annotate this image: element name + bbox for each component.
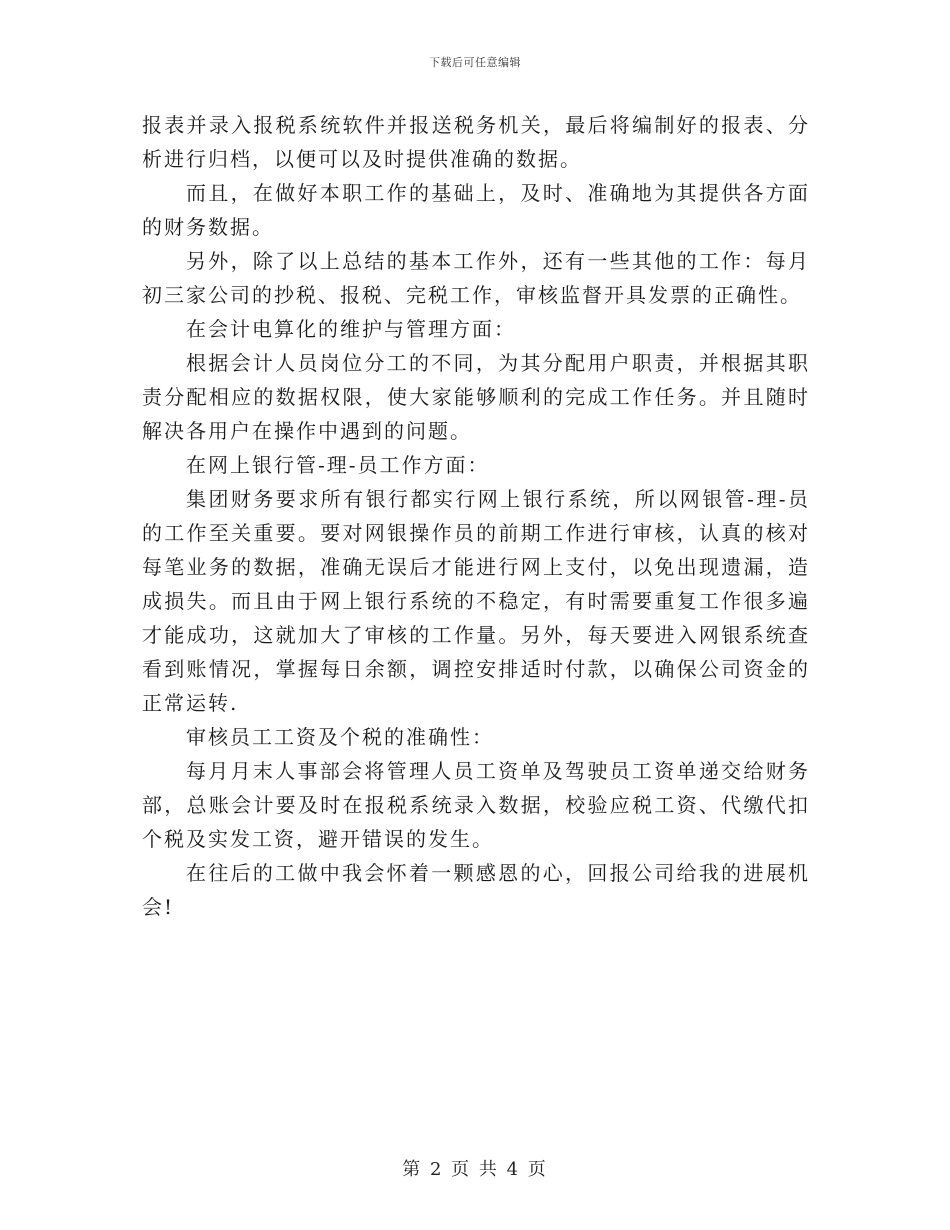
paragraph: 而且，在做好本职工作的基础上，及时、准确地为其提供各方面的财务数据。 <box>142 181 810 239</box>
paragraph: 根据会计人员岗位分工的不同，为其分配用户职责，并根据其职责分配相应的数据权限，使大家能够顺利的完成工作任务。并且随时解决各用户在操作中遇到的问题。 <box>142 351 810 443</box>
paragraph-continuation: 报表并录入报税系统软件并报送税务机关，最后将编制好的报表、分析进行归档，以便可以及时提供准确的数据。 <box>142 113 810 171</box>
section-heading: 在网上银行管-理-员工作方面： <box>186 453 490 477</box>
page-number-footer: 第 2 页 共 4 页 <box>402 1159 548 1180</box>
paragraph: 每月月末人事部会将管理人员工资单及驾驶员工资单递交给财务部，总账会计要及时在报税系统录入数据，校验应税工资、代缴代扣个税及实发工资，避开错误的发生。 <box>142 759 810 851</box>
document-body <box>142 108 810 924</box>
paragraph: 集团财务要求所有银行都实行网上银行系统，所以网银管-理-员的工作至关重要。要对网银操作员的前期工作进行审核，认真的核对每笔业务的数据，准确无误后才能进行网上支付，以免出现遗漏，造成损失。而且由于网上银行系统的不稳定，有时需要重复工作很多遍才能成功，这就加大了审核的工作量。另外，每天要进入网银系统查看到账情况，掌握每日余额，调控安排适时付款，以确保公司资金的正常运转. <box>142 487 810 715</box>
section-heading: 在会计电算化的维护与管理方面： <box>186 317 516 341</box>
header-note: 下载后可任意编辑 <box>429 56 521 69</box>
paragraph: 另外，除了以上总结的基本工作外，还有一些其他的工作：每月初三家公司的抄税、报税、完税工作，审核监督开具发票的正确性。 <box>142 249 810 307</box>
paragraph: 在往后的工做中我会怀着一颗感恩的心，回报公司给我的进展机会! <box>142 861 810 919</box>
section-heading: 审核员工工资及个税的准确性： <box>186 725 494 749</box>
